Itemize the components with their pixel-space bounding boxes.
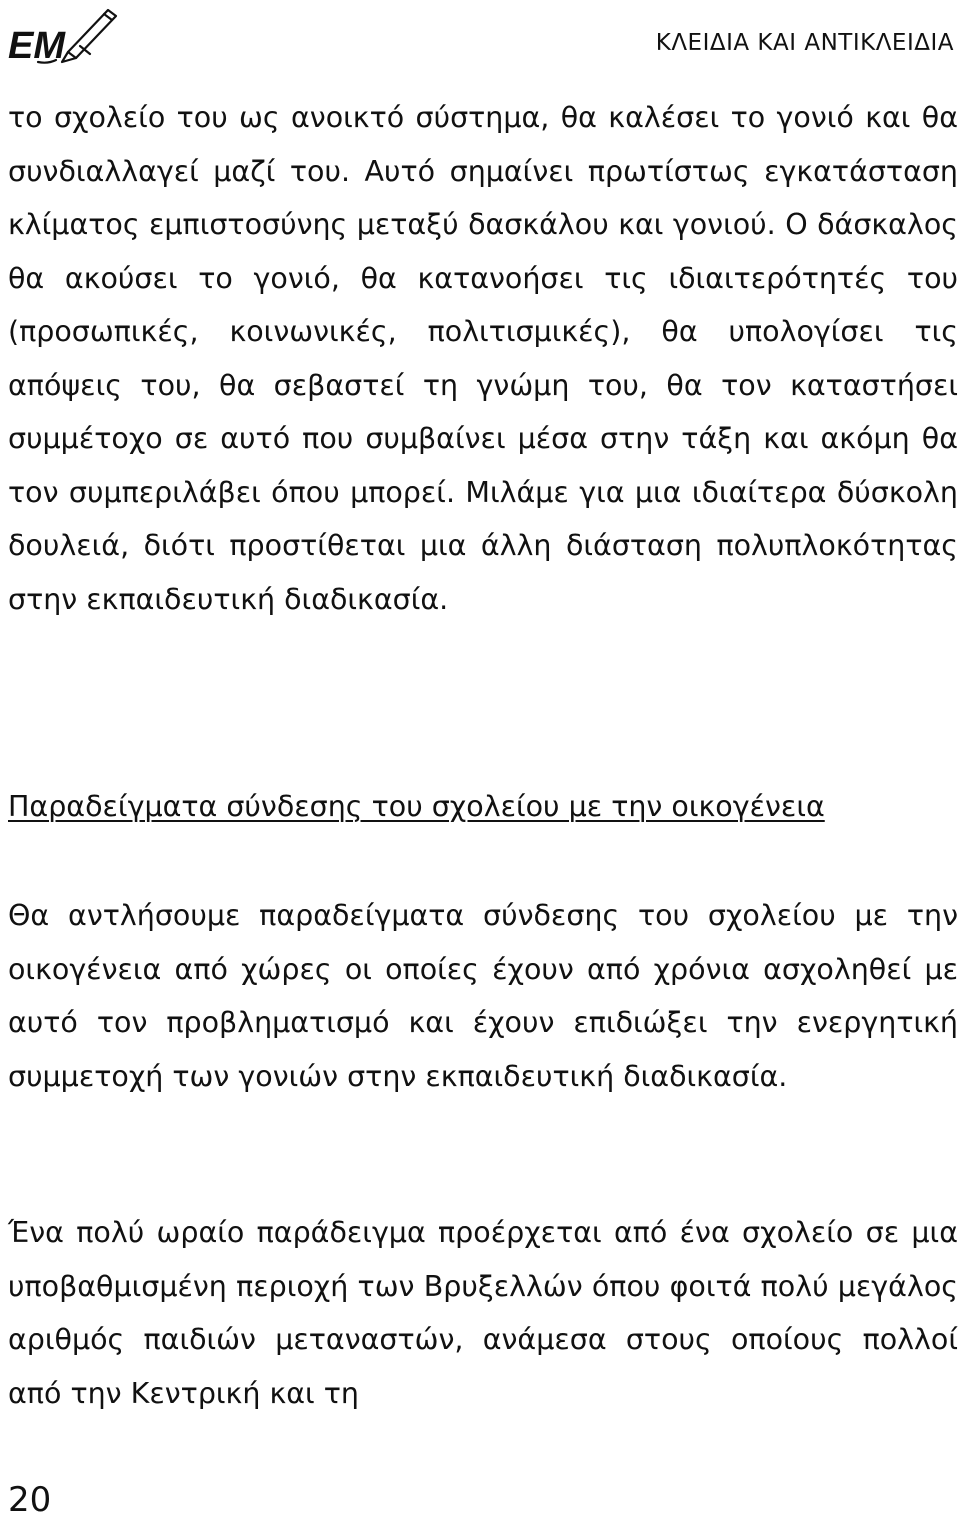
logo-text: EM xyxy=(8,25,65,66)
page-number: 20 xyxy=(8,1480,52,1520)
logo xyxy=(8,2,118,66)
body-paragraph-3: Ένα πολύ ωραίο παράδειγμα προέρχεται από ένα σχολείο σε μια υποβαθμισμένη περιοχή των Βρυξελλών όπου φοιτά πολύ μεγάλος αριθμός παιδιών μεταναστών, ανάμεσα στους οποίους πολλοί από την Κεντρική και τη xyxy=(8,1216,958,1410)
running-header: ΚΛΕΙΔΙΑ ΚΑΙ ΑΝΤΙΚΛΕΙΔΙΑ xyxy=(655,30,954,56)
body-paragraph-2: Θα αντλήσουμε παραδείγματα σύνδεσης του σχολείου με την οικογένεια από χώρες οι οποίες έχουν από χρόνια ασχοληθεί με αυτό τον προβληματισμό και έχουν επιδιώξει την ενεργητική συμμετοχή των γονιών στην εκπαιδευτική διαδικασία. xyxy=(8,899,958,1093)
section-heading: Παραδείγματα σύνδεσης του σχολείου με την οικογένεια xyxy=(8,790,825,823)
body-paragraph-1: το σχολείο του ως ανοικτό σύστημα, θα καλέσει το γονιό και θα συνδιαλλαγεί μαζί του. Αυτό σημαίνει πρωτίστως εγκατάσταση κλίματος εμπιστοσύνης μεταξύ δασκάλου και γονιού. Ο δάσκαλος θα ακούσει το γονιό, θα κατανοήσει τις ιδιαιτερότητές του (προσωπικές, κοινωνικές, πολιτισμικές), θα υπολογίσει τις απόψεις του, θα σεβαστεί τη γνώμη του, θα τον καταστήσει συμμέτοχο σε αυτό που συμβαίνει μέσα στην τάξη και ακόμη θα τον συμπεριλάβει όπου μπορεί. Μιλάμε για μια ιδιαίτερα δύσκολη δουλειά, διότι προστίθεται μια άλλη διάσταση πολυπλοκότητας στην εκπαιδευτική διαδικασία. xyxy=(8,101,958,616)
page-header xyxy=(0,0,960,70)
